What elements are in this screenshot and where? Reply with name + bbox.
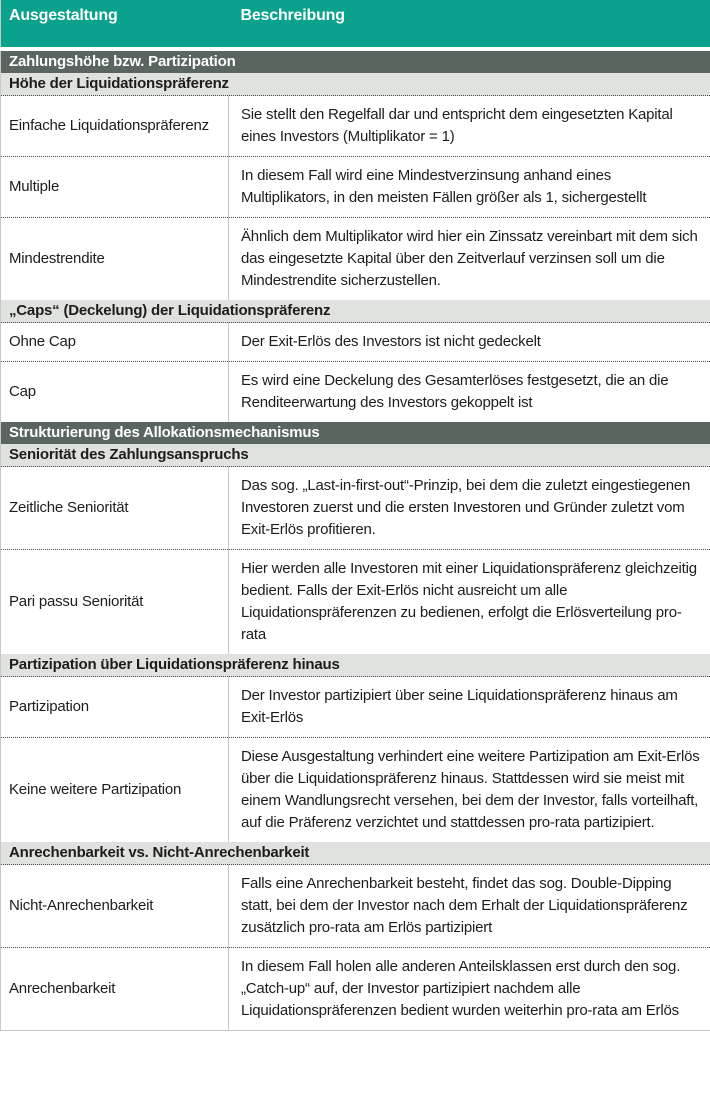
table-row (1, 157, 710, 218)
table-row (1, 677, 710, 738)
table-row (1, 467, 710, 550)
ausgestaltung-cell: Nicht-Anrechenbarkeit (1, 865, 229, 948)
beschreibung-cell: Der Exit-Erlös des Investors ist nicht gedeckelt (229, 323, 710, 362)
table-row (1, 738, 710, 843)
table-row (1, 323, 710, 362)
table-row (1, 218, 710, 301)
ausgestaltung-cell: Pari passu Seniorität (1, 550, 229, 655)
subsection-header-anrechenbarkeit (1, 842, 710, 865)
beschreibung-cell: Es wird eine Deckelung des Gesamterlöses festgesetzt, die an die Renditeerwartung des Investors gekoppelt ist (229, 362, 710, 423)
table-header-row (1, 0, 710, 49)
section-header-zahlungshoehe (1, 49, 710, 73)
beschreibung-cell: Ähnlich dem Multiplikator wird hier ein Zinssatz vereinbart mit dem sich das eingesetzte Kapital über den Zeitverlauf verzinsen soll um die Mindestrendite sicherzustellen. (229, 218, 710, 301)
beschreibung-cell: Falls eine Anrechenbarkeit besteht, findet das sog. Double-Dipping statt, bei dem der Investor nach dem Erhalt der Liquidationspräferenz zusätzlich pro-rata am Erlös partizipiert (229, 865, 710, 948)
column-header-ausgestaltung: Ausgestaltung (1, 0, 229, 49)
table-row (1, 865, 710, 948)
subsection-title: Partizipation über Liquidationspräferenz hinaus (1, 654, 710, 677)
beschreibung-cell: Diese Ausgestaltung verhindert eine weitere Partizipation am Exit-Erlös über die Liquidationspräferenz hinaus. Stattdessen wird sie meist mit einem Wandlungsrecht versehen, bei dem der Investor, falls vorteilhaft, auf die Präferenz verzichtet und stattdessen pro-rata partizipiert. (229, 738, 710, 843)
subsection-header-caps (1, 300, 710, 323)
beschreibung-cell: In diesem Fall holen alle anderen Anteilsklassen erst durch den sog. „Catch-up“ auf, der Investor partizipiert nachdem alle Liquidationspräferenzen bedient wurden weiterhin pro-rata am Erlös (229, 948, 710, 1031)
ausgestaltung-cell: Multiple (1, 157, 229, 218)
subsection-title: Anrechenbarkeit vs. Nicht-Anrechenbarkeit (1, 842, 710, 865)
beschreibung-cell: Sie stellt den Regelfall dar und entspricht dem eingesetzten Kapital eines Investors (Multiplikator = 1) (229, 96, 710, 157)
subsection-header-hoehe (1, 73, 710, 96)
subsection-title: Seniorität des Zahlungsanspruchs (1, 444, 710, 467)
ausgestaltung-cell: Partizipation (1, 677, 229, 738)
subsection-title: „Caps“ (Deckelung) der Liquidationspräferenz (1, 300, 710, 323)
section-title: Zahlungshöhe bzw. Partizipation (1, 49, 710, 73)
table-row (1, 362, 710, 423)
ausgestaltung-cell: Zeitliche Seniorität (1, 467, 229, 550)
beschreibung-cell: In diesem Fall wird eine Mindestverzinsung anhand eines Multiplikators, in den meisten Fällen größer als 1, sichergestellt (229, 157, 710, 218)
section-header-strukturierung (1, 422, 710, 444)
ausgestaltung-cell: Mindestrendite (1, 218, 229, 301)
subsection-header-partizipation (1, 654, 710, 677)
subsection-header-senioritaet (1, 444, 710, 467)
column-header-beschreibung: Beschreibung (229, 0, 710, 49)
table-row (1, 96, 710, 157)
beschreibung-cell: Hier werden alle Investoren mit einer Liquidationspräferenz gleichzeitig bedient. Falls der Exit-Erlös nicht ausreicht um alle Liquidationspräferenzen zu bedienen, erfolgt die Erlösverteilung pro-rata (229, 550, 710, 655)
section-title: Strukturierung des Allokationsmechanismus (1, 422, 710, 444)
ausgestaltung-cell: Ohne Cap (1, 323, 229, 362)
ausgestaltung-cell: Einfache Liquidationspräferenz (1, 96, 229, 157)
ausgestaltung-cell: Keine weitere Partizipation (1, 738, 229, 843)
beschreibung-cell: Das sog. „Last-in-first-out“-Prinzip, bei dem die zuletzt eingestiegenen Investoren zuerst und die ersten Investoren und Gründer zuletzt vom Exit-Erlös profitieren. (229, 467, 710, 550)
subsection-title: Höhe der Liquidationspräferenz (1, 73, 710, 96)
table-row (1, 550, 710, 655)
beschreibung-cell: Der Investor partizipiert über seine Liquidationspräferenz hinaus am Exit-Erlös (229, 677, 710, 738)
ausgestaltung-cell: Anrechenbarkeit (1, 948, 229, 1031)
ausgestaltung-cell: Cap (1, 362, 229, 423)
table-row (1, 948, 710, 1031)
